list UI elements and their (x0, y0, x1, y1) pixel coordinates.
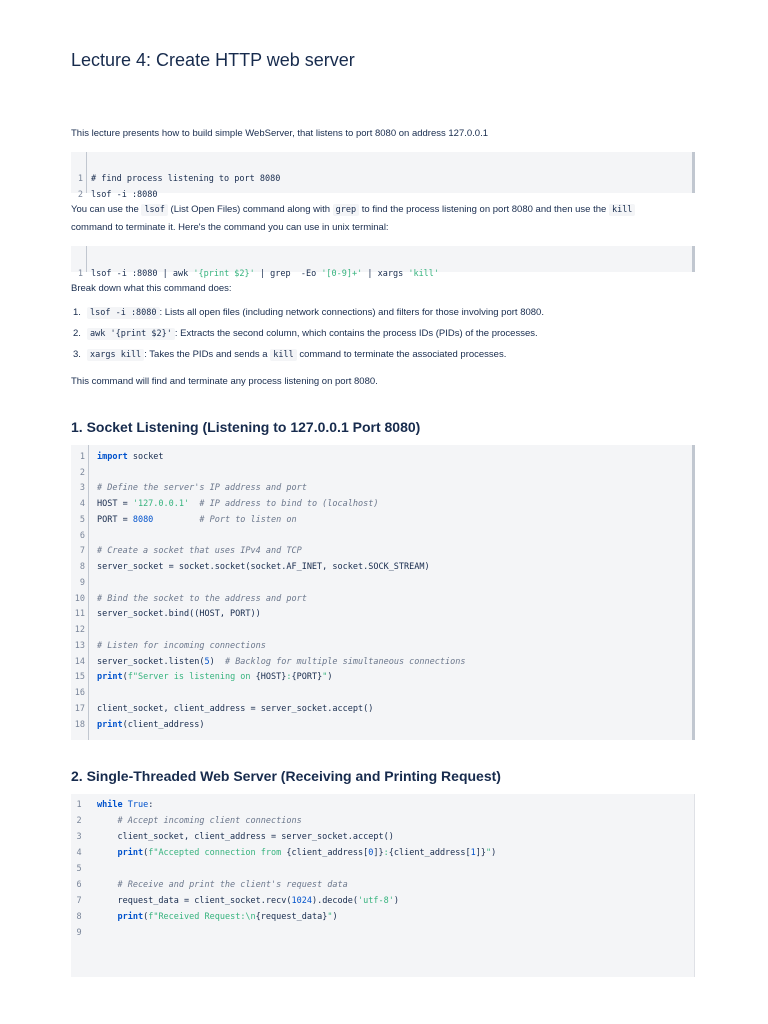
list-item: 2. awk '{print $2}' : Extracts the second column, which contains the process IDs (PIDs) of the processes. (73, 328, 538, 339)
list-item: 3. xargs kill : Takes the PIDs and sends a kill command to terminate the associated processes. (73, 349, 507, 360)
section-heading-single-threaded-server: 2. Single-Threaded Web Server (Receiving and Printing Request) (71, 768, 501, 784)
code-block-web-server-loop: 1 while True: 2 # Accept incoming client connections 3 client_socket, client_address = server_socket.accept() 4 print(f"Accepted connection from {client_address[0]}:{client_address[1]}") 5 6 # Receive and print the client's request data 7 request_data = client_socket.recv(1024).decode('utf-8') 8 print(f"Received Request:\n{request_data}") 9 (71, 794, 695, 977)
code-block-kill-command (71, 246, 695, 279)
list-item: 1. lsof -i :8080 : Lists all open files (including network connections) and filters for those involving port 8080. (73, 307, 544, 318)
summary-paragraph: This command will find and terminate any process listening on port 8080. (71, 376, 378, 387)
code-block-find-process (71, 152, 695, 200)
section-heading-socket-listening: 1. Socket Listening (Listening to 127.0.0.1 Port 8080) (71, 419, 421, 435)
page-title: Lecture 4: Create HTTP web server (71, 50, 355, 70)
code-block-socket-listening: 1 import socket 2 3 # Define the server's IP address and port 4 HOST = '127.0.0.1' # IP address to bind to (localhost) 5 PORT = 8080 # Port to listen on 6 7 # Create a socket that uses IPv4 and TCP 8 server_socket = socket.socket(socket.AF_INET, socket.SOCK_STREAM) 9 10 # Bind the socket to the address and port 11 server_socket.bind((HOST, PORT)) 12 13 # Listen for incoming connections 14 server_socket.listen(5) # Backlog for multiple simultaneous connections 15 print(f"Server is listening on {HOST}:{PORT}") 16 17 client_socket, client_address = server_socket.accept() 18 print(client_address) (71, 445, 695, 740)
code-line: 1 # find process listening to port 8080 (77, 174, 281, 184)
breakdown-intro: Break down what this command does: (71, 283, 232, 294)
intro-paragraph: This lecture presents how to build simple WebServer, that listens to port 8080 on address 127.0.0.1 (71, 128, 489, 139)
lsof-explanation-paragraph: You can use the lsof (List Open Files) command along with grep to find the process listening on port 8080 and then use the kill command to terminate it. Here's the command you can use in unix terminal: (71, 201, 695, 237)
code-line: 2 lsof -i :8080 (77, 190, 158, 200)
code-line: 1 lsof -i :8080 | awk '{print $2}' | grep -Eo '[0-9]+' | xargs 'kill' (77, 269, 440, 279)
command-breakdown-list (71, 302, 707, 365)
